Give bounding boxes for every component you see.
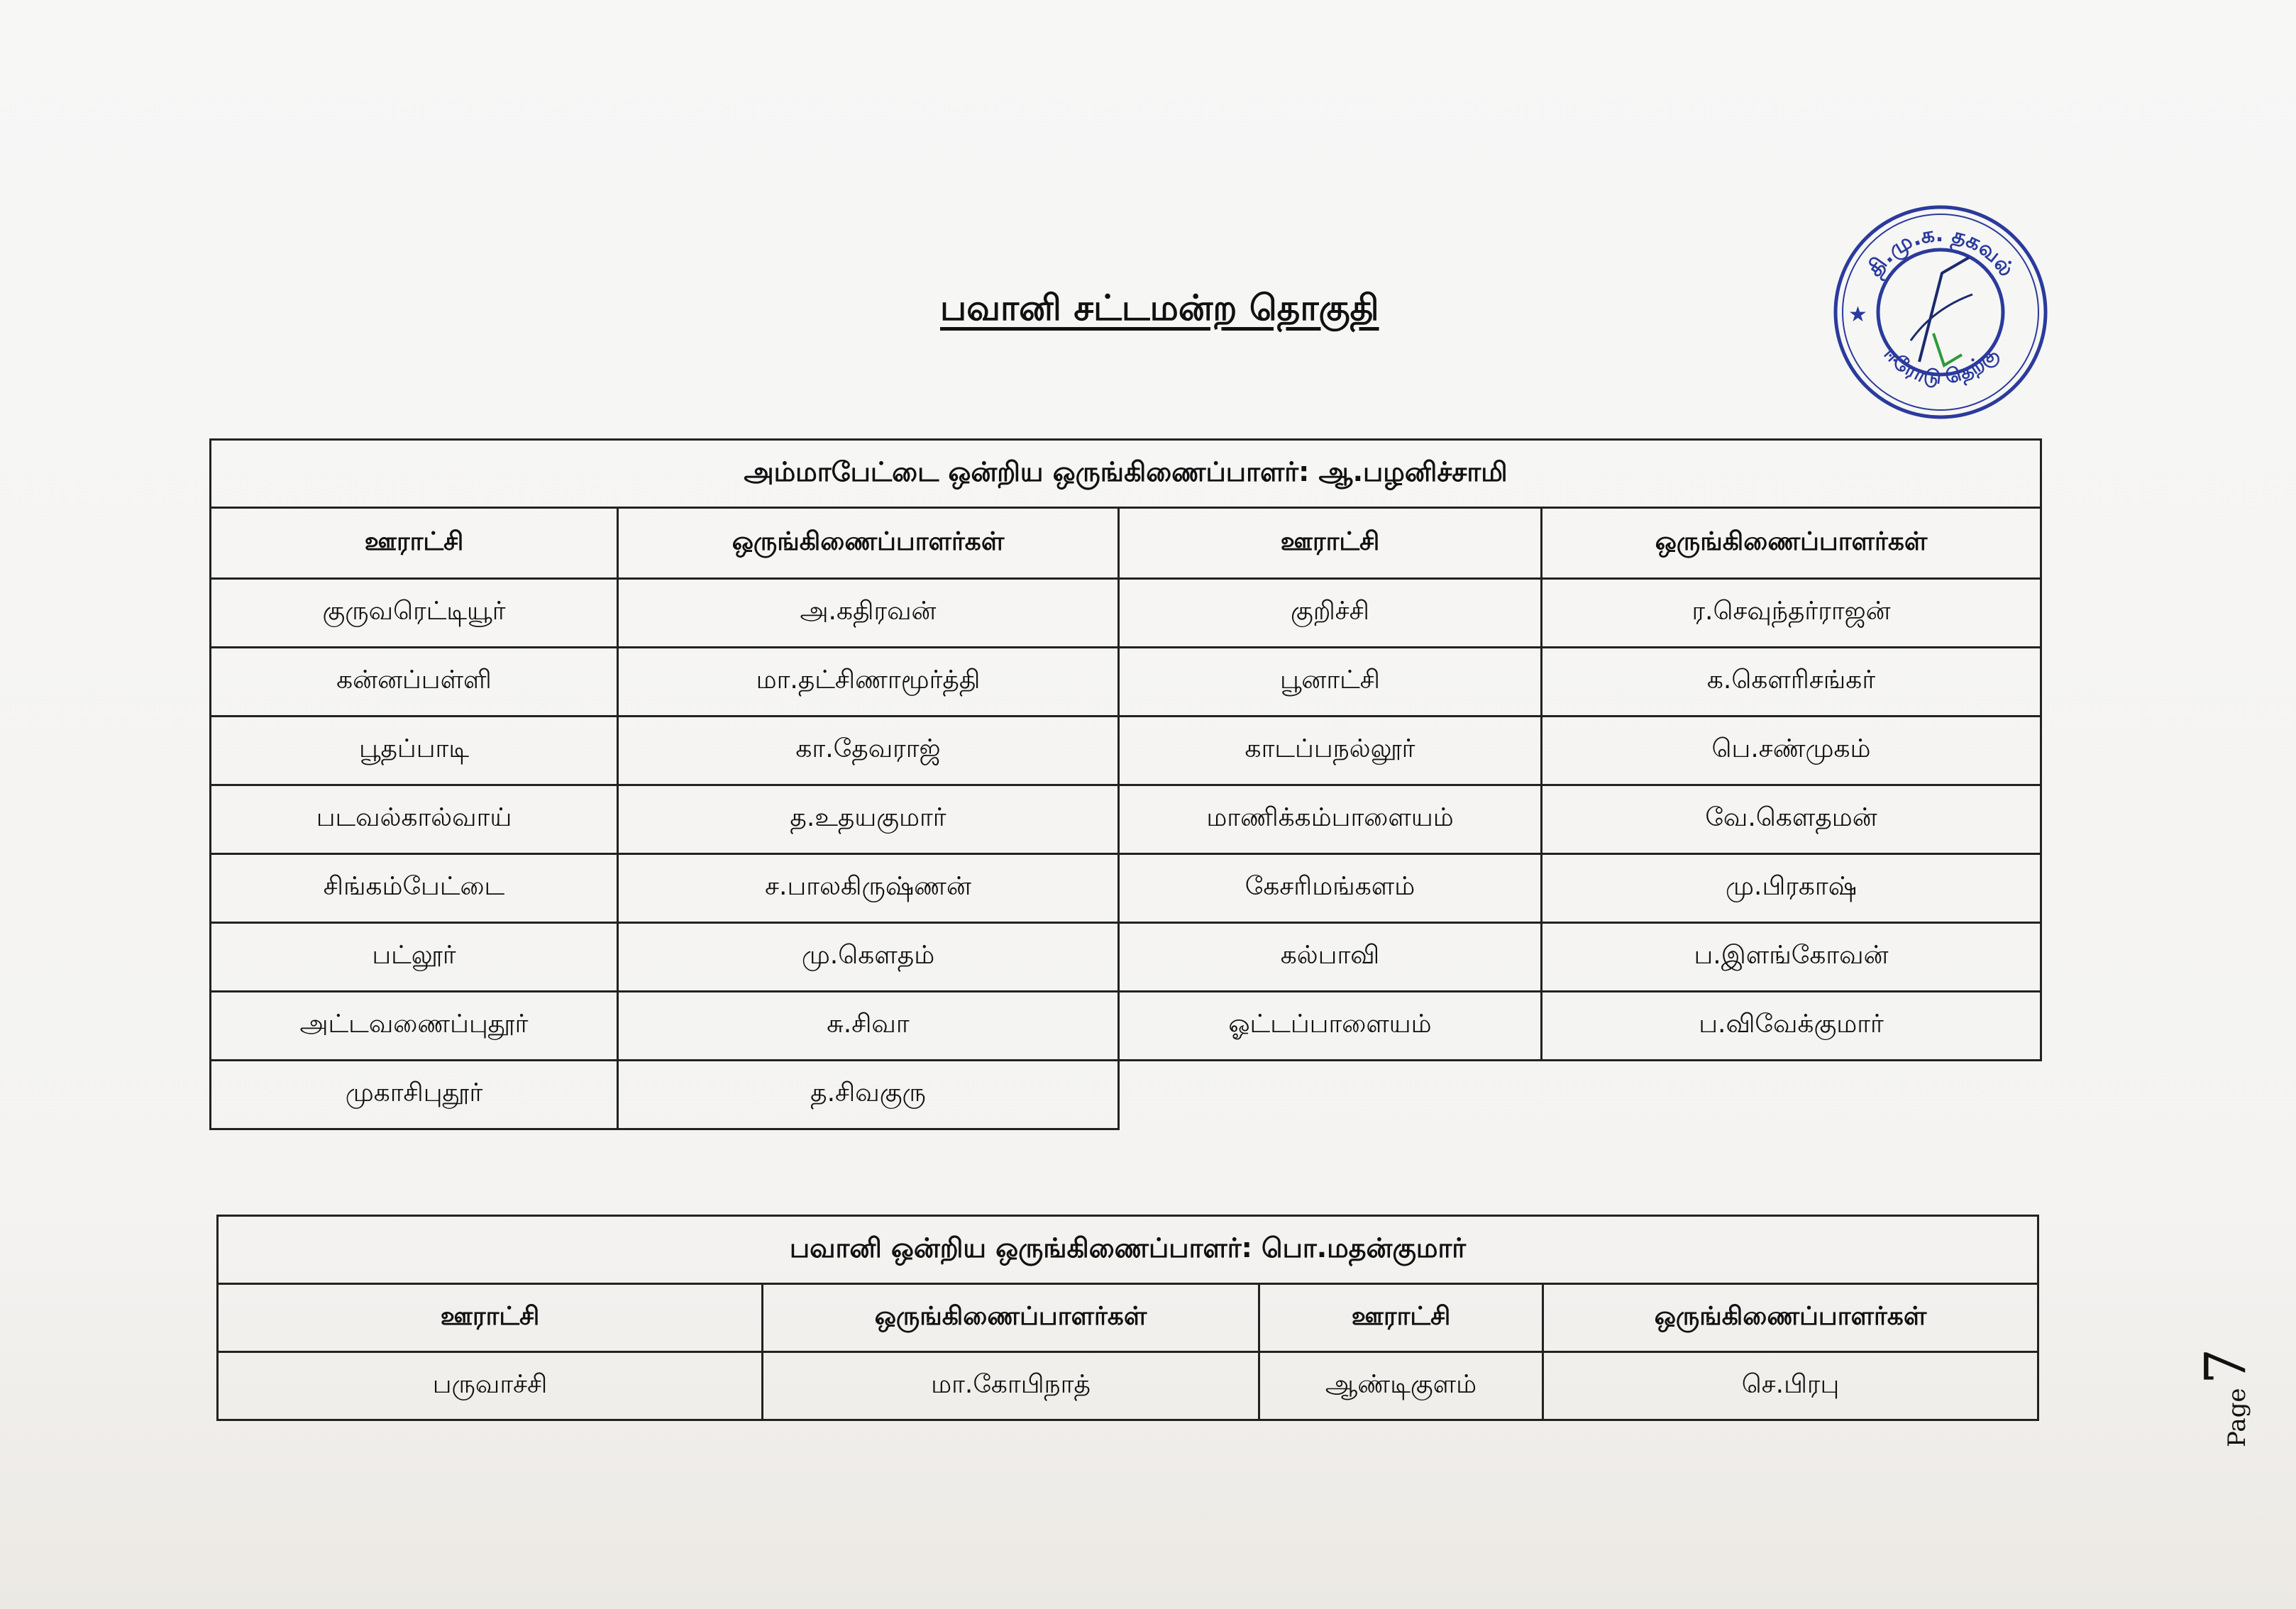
coordinator-cell: செ.பிரபு xyxy=(1543,1352,2038,1420)
page-number-value: 7 xyxy=(2192,1348,2258,1385)
coordinator-cell: அ.கதிரவன் xyxy=(618,579,1119,648)
column-header-panchayat: ஊராட்சி xyxy=(211,508,618,579)
panchayat-cell: கன்னப்பள்ளி xyxy=(211,648,618,717)
panchayat-cell: குறிச்சி xyxy=(1119,579,1542,648)
coordinator-cell: சு.சிவா xyxy=(618,992,1119,1061)
coordinator-cell: ப.விவேக்குமார் xyxy=(1542,992,2041,1061)
page-number xyxy=(2192,1334,2285,1447)
page-label: Page xyxy=(2223,1388,2251,1447)
ammapettai-union-table xyxy=(209,438,2042,1130)
table-row xyxy=(211,785,2041,854)
panchayat-cell: மாணிக்கம்பாளையம் xyxy=(1119,785,1542,854)
panchayat-cell: பருவாச்சி xyxy=(218,1352,763,1420)
column-header-coordinators: ஒருங்கிணைப்பாளர்கள் xyxy=(763,1284,1259,1352)
page-title: பவானி சட்டமன்ற தொகுதி xyxy=(940,287,1379,328)
coordinator-cell: மு.பிரகாஷ் xyxy=(1542,854,2041,923)
panchayat-cell: சிங்கம்பேட்டை xyxy=(211,854,618,923)
coordinator-cell: மா.கோபிநாத் xyxy=(763,1352,1259,1420)
coordinator-cell: மு.கௌதம் xyxy=(618,923,1119,992)
panchayat-cell: பூனாட்சி xyxy=(1119,648,1542,717)
seal-text-top: தி.மு.க. தகவல் xyxy=(1862,221,2019,282)
bhavani-union-table xyxy=(216,1215,2039,1421)
table-row xyxy=(218,1352,2038,1420)
coordinator-cell: மா.தட்சிணாமூர்த்தி xyxy=(618,648,1119,717)
svg-text:★: ★ xyxy=(1848,302,1867,327)
coordinator-cell: ச.பாலகிருஷ்ணன் xyxy=(618,854,1119,923)
table-row xyxy=(211,854,2041,923)
coordinator-cell: பெ.சண்முகம் xyxy=(1542,717,2041,785)
column-header-panchayat: ஊராட்சி xyxy=(1119,508,1542,579)
panchayat-cell: முகாசிபுதூர் xyxy=(211,1061,618,1129)
table-row xyxy=(211,648,2041,717)
panchayat-cell: காடப்பநல்லூர் xyxy=(1119,717,1542,785)
table-row xyxy=(211,1061,2041,1129)
column-header-coordinators: ஒருங்கிணைப்பாளர்கள் xyxy=(1542,508,2041,579)
column-header-panchayat: ஊராட்சி xyxy=(1259,1284,1543,1352)
table-row xyxy=(211,717,2041,785)
empty-cell xyxy=(1542,1061,2041,1129)
column-header-coordinators: ஒருங்கிணைப்பாளர்கள் xyxy=(618,508,1119,579)
empty-cell xyxy=(1119,1061,1542,1129)
coordinator-cell: ப.இளங்கோவன் xyxy=(1542,923,2041,992)
coordinator-cell: ர.செவுந்தர்ராஜன் xyxy=(1542,579,2041,648)
panchayat-cell: ஓட்டப்பாளையம் xyxy=(1119,992,1542,1061)
seal-text-bottom: ஈரோடு தெற்கு xyxy=(1879,341,2002,389)
table-row xyxy=(211,579,2041,648)
coordinator-cell: த.சிவகுரு xyxy=(618,1061,1119,1129)
coordinator-cell: க.கௌரிசங்கர் xyxy=(1542,648,2041,717)
panchayat-cell: பூதப்பாடி xyxy=(211,717,618,785)
panchayat-cell: படவல்கால்வாய் xyxy=(211,785,618,854)
column-header-coordinators: ஒருங்கிணைப்பாளர்கள் xyxy=(1543,1284,2038,1352)
panchayat-cell: ஆண்டிகுளம் xyxy=(1259,1352,1543,1420)
coordinator-cell: கா.தேவராஜ் xyxy=(618,717,1119,785)
panchayat-cell: பட்லூர் xyxy=(211,923,618,992)
table-row xyxy=(211,992,2041,1061)
panchayat-cell: குருவரெட்டியூர் xyxy=(211,579,618,648)
panchayat-cell: கல்பாவி xyxy=(1119,923,1542,992)
party-seal-icon xyxy=(1827,195,2054,429)
union-heading: பவானி ஒன்றிய ஒருங்கிணைப்பாளர்: பொ.மதன்குமார் xyxy=(218,1216,2038,1284)
coordinator-cell: வே.கௌதமன் xyxy=(1542,785,2041,854)
coordinator-cell: த.உதயகுமார் xyxy=(618,785,1119,854)
panchayat-cell: அட்டவணைப்புதூர் xyxy=(211,992,618,1061)
table-row xyxy=(211,923,2041,992)
column-header-panchayat: ஊராட்சி xyxy=(218,1284,763,1352)
panchayat-cell: கேசரிமங்களம் xyxy=(1119,854,1542,923)
union-heading: அம்மாபேட்டை ஒன்றிய ஒருங்கிணைப்பாளர்: ஆ.பழனிச்சாமி xyxy=(211,440,2041,508)
